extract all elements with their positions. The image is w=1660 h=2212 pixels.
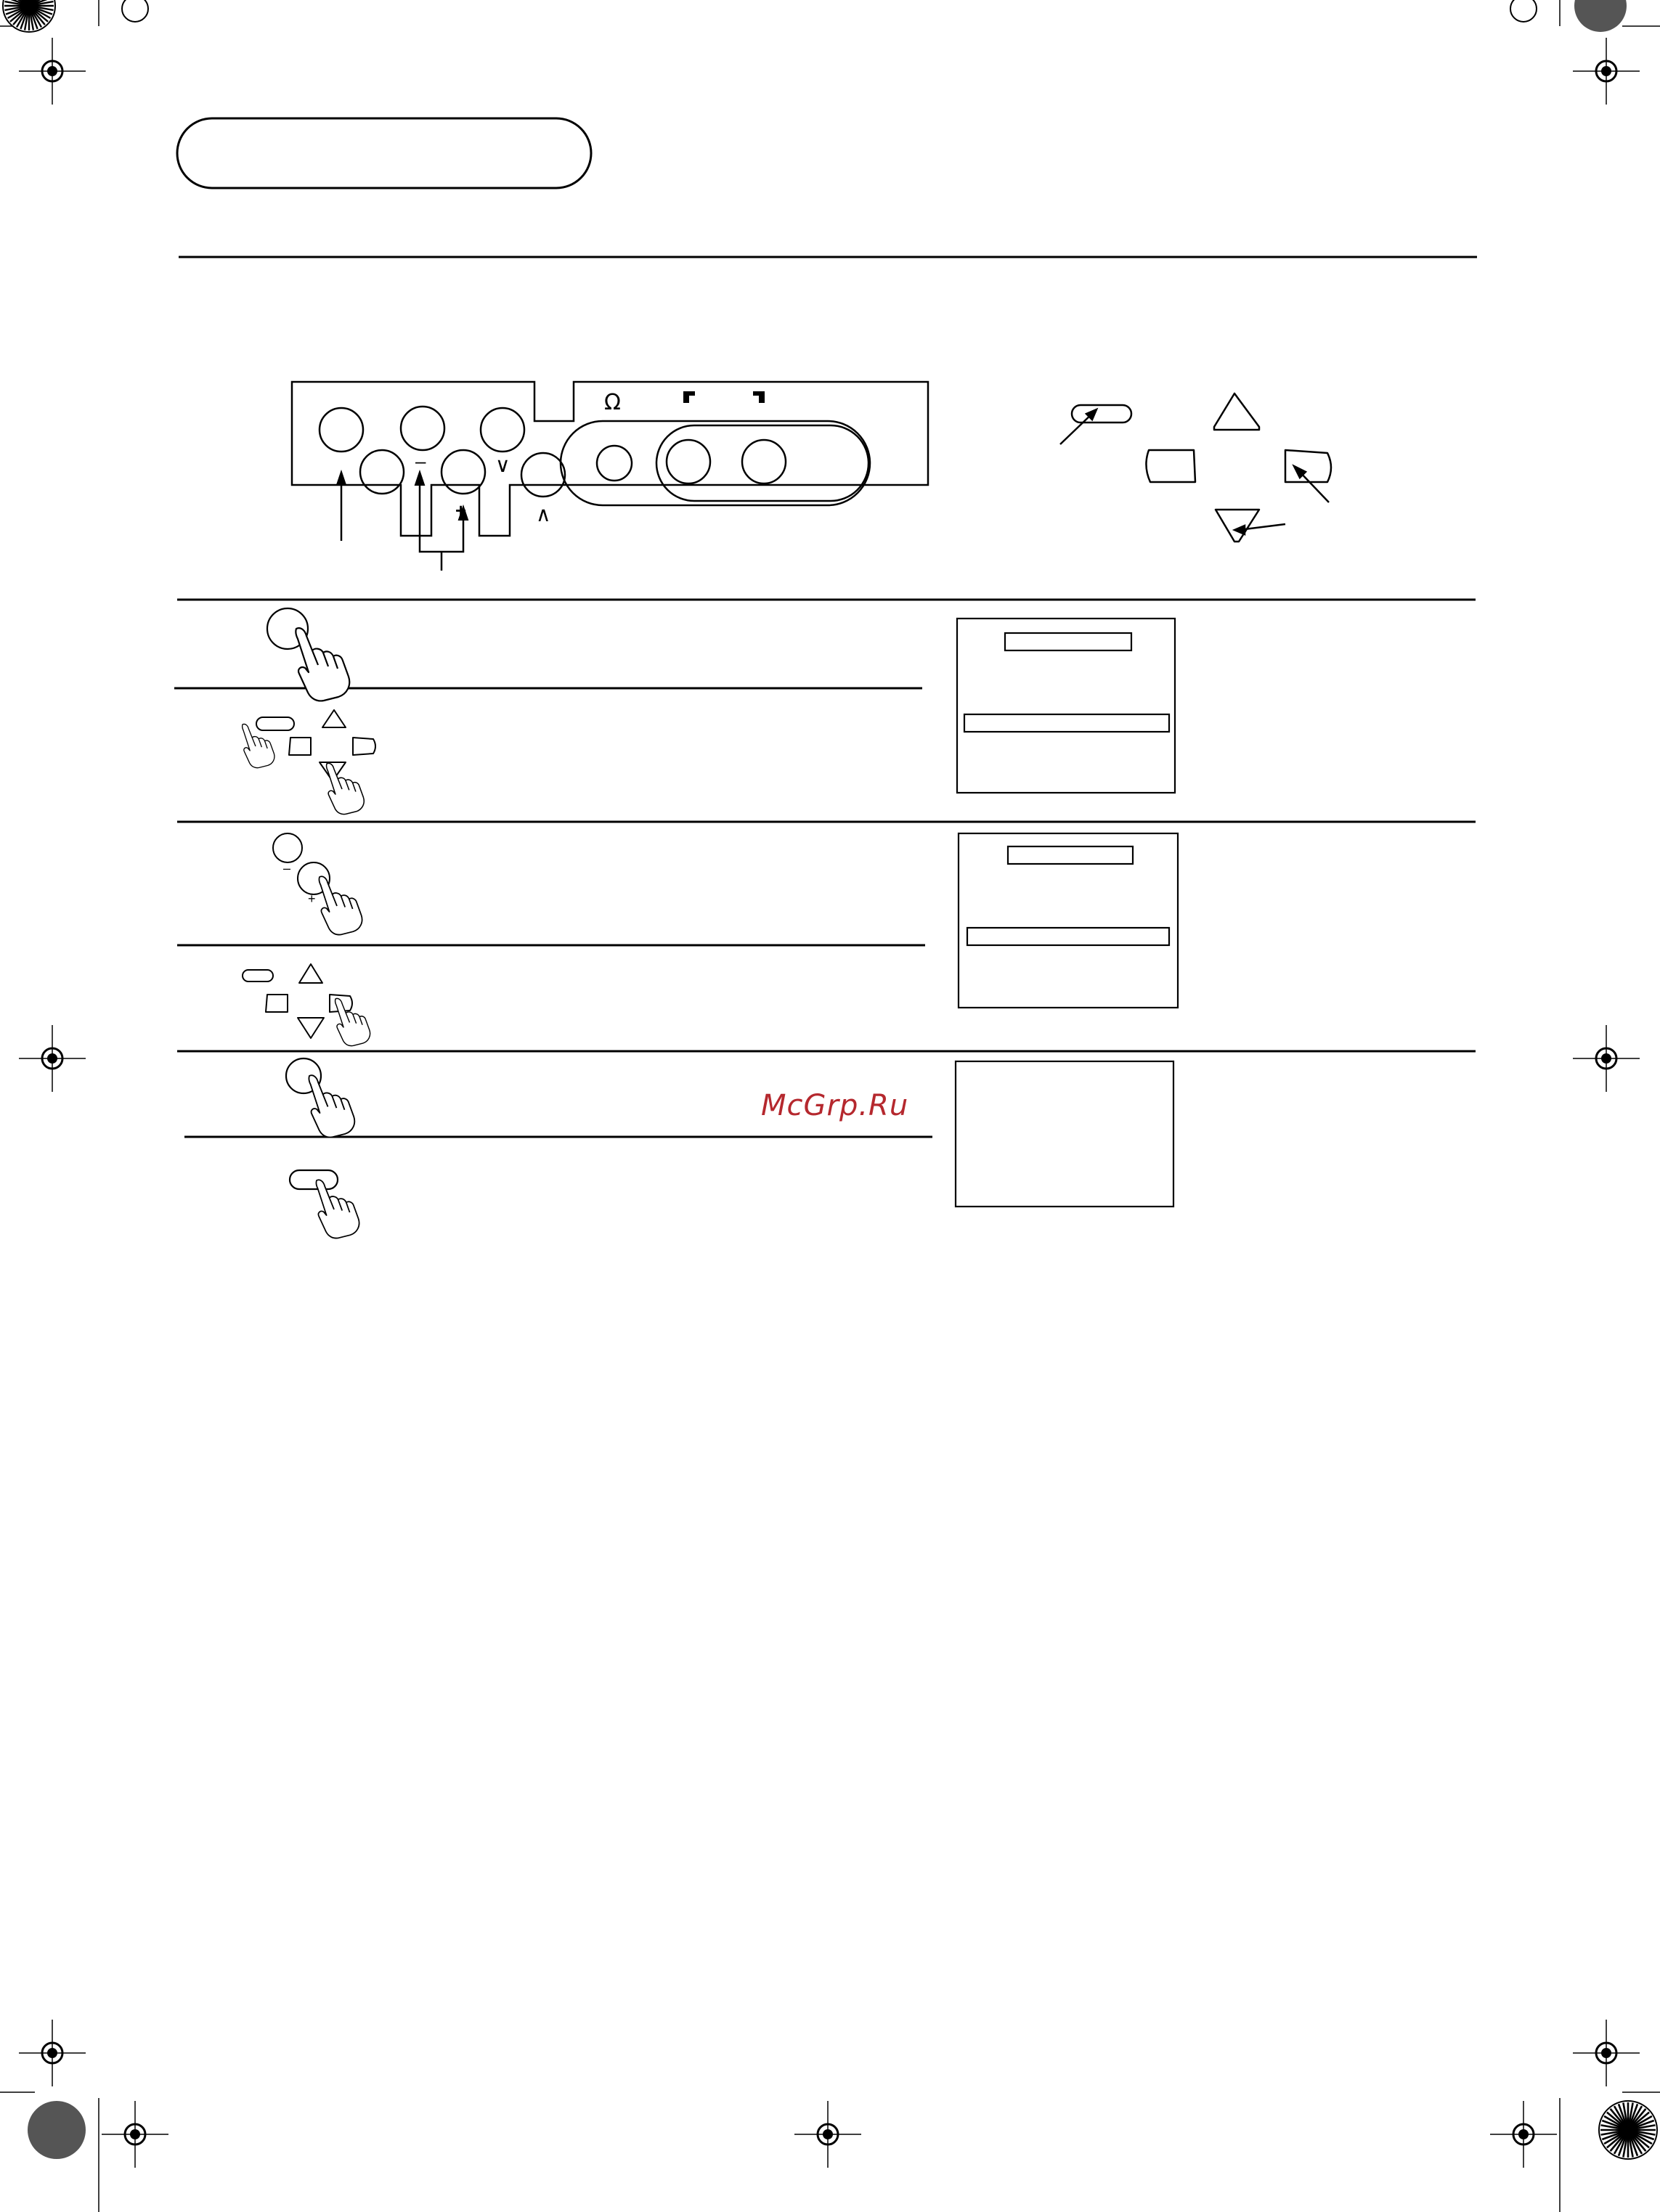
- step5-press-button: [286, 1058, 354, 1138]
- minus-label: –: [415, 450, 426, 472]
- registration-crosshair-icon: [19, 0, 1640, 2168]
- chevron-down-icon: ∨: [495, 453, 510, 477]
- step1-press-button: [267, 608, 349, 701]
- starburst-icon: [3, 0, 1657, 2159]
- chevron-up-icon: ∧: [536, 502, 551, 526]
- step6-press-button: [290, 1170, 359, 1238]
- remote-keypad: [1072, 393, 1331, 542]
- screen-display-2: [959, 833, 1178, 1008]
- screen-display-3: [956, 1061, 1173, 1207]
- plus-label: +: [455, 499, 467, 521]
- step4-keypad-press: [243, 964, 370, 1046]
- screen-display-1: [957, 619, 1175, 793]
- step3-plus-label: +: [308, 891, 316, 906]
- step3-minus-label: –: [283, 861, 291, 876]
- step2-keypad-press: [243, 710, 375, 815]
- step3-volume-press: [273, 833, 362, 935]
- headphone-icon: Ω: [604, 390, 621, 415]
- section-title-box: [177, 118, 591, 188]
- watermark-text: McGrp.Ru: [761, 1089, 909, 1122]
- step-rules: [174, 600, 1476, 1137]
